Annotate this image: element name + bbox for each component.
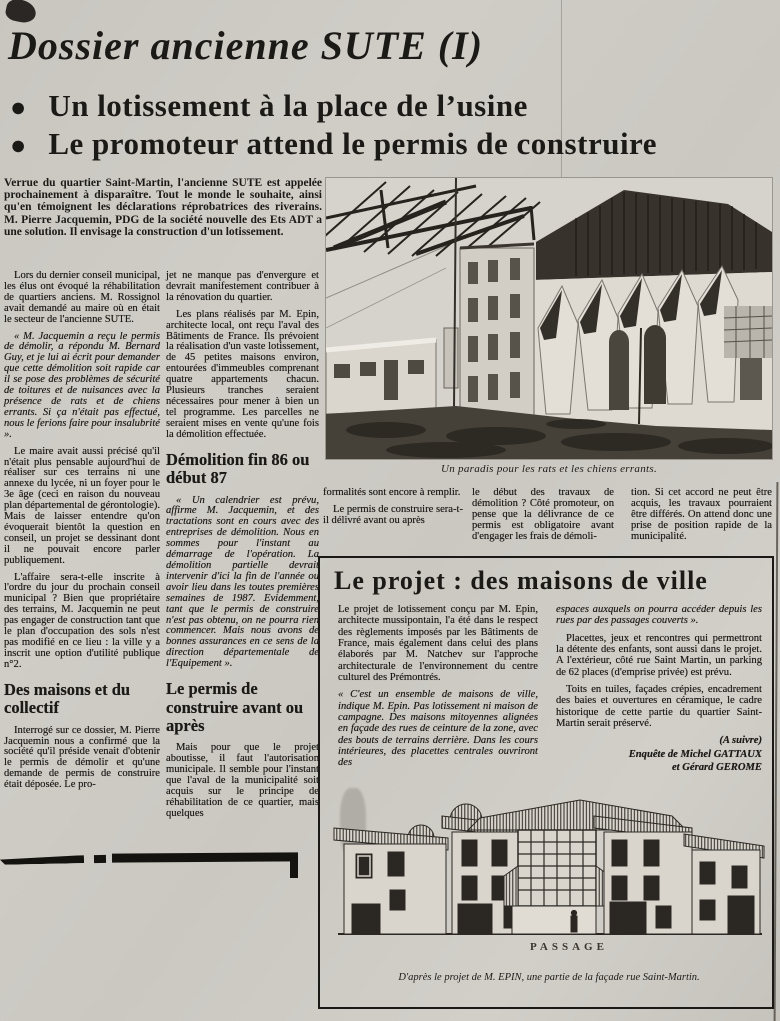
paragraph: Placettes, jeux et rencontres qui permettront la détente des enfants, sont aussi dans le projet. A l'extérieur, côté rue Saint Martin, un parking de 62 places (d'emprise privée) est prévu.: [556, 632, 762, 678]
paragraph: L'affaire sera-t-elle inscrite à l'ordre du jour du prochain conseil municipal ? Bien que propriétaire des terrains, M. Jacquemin ne peut pas engager de construction tant que le plan d'occupation des sols n'est pas modifié en ce lieu : la ville y a inscrit une option d'utilité publique n°2.: [4, 571, 160, 670]
paragraph: le début des travaux de démolition ? Côté promoteur, on pense que la délivrance de ce permis est obligatoire avant d'engager les frais de démoli-: [472, 487, 614, 543]
column-4: [472, 487, 614, 548]
photo-caption: Un paradis pour les rats et les chiens errants.: [440, 463, 658, 475]
passage-label: PASSAGE: [530, 941, 608, 953]
headline-2: [10, 126, 657, 162]
paragraph: jet ne manque pas d'envergure et devrait manifestement contribuer à la rénovation du quartier.: [166, 270, 319, 303]
column-end-rule: [290, 856, 298, 878]
paragraph: formalités sont encore à remplir.: [323, 487, 461, 498]
column-1: [4, 271, 160, 797]
paragraph: Mais pour que le projet aboutisse, il faut l'autorisation municipale. Il semble pour l'instant que l'aval de la municipalité soit acquis sur le principe de réhabilitation de ce quartier, mais quelques: [166, 742, 319, 819]
paragraph: tion. Si cet accord ne peut être acquis, les travaux pourraient être différés. On attend donc une prise de position rapide de la municipalité.: [631, 487, 772, 543]
to-be-continued: (A suivre): [719, 735, 762, 747]
paragraph: Toits en tuiles, façades crépies, encadrement des baies et ouvertures en céramique, le cadre historique de cette partie du quartier Saint-Martin serait préservé.: [556, 683, 762, 729]
column-end-rule: [94, 855, 106, 863]
quote-paragraph: « Un calendrier est prévu, affirme M. Jacquemin, et des tractations sont en cours avec des entreprises de démolition. Nous en sommes pour l'instant au démarrage de l'opération. La démolition partielle devrait intervenir d'ici la fin de l'année ou avoir lieu dans les toutes premières semaines de 1987. Evidemment, tant que le permis de construire n'est pas obtenu, on ne pourra rien commencer. Mais nous avons de bonnes assurances en ce sens de la direction départementale de l'Equipement ».: [166, 494, 319, 670]
byline-author-2: et Gérard GEROME: [671, 761, 762, 773]
paragraph: Les plans réalisés par M. Epin, architecte local, ont reçu l'aval des Bâtiments de France. Ils prévoient la réalisation d'un vaste lotissement, de 45 petites maisons environ, entourées d'immeubles comprenant quatre appartements chacun. Plusieurs tranches seraient nécessaires pour mener à bien un tel programme. Les parcelles ne seraient mises en vente qu'une fois la démolition effectuée.: [166, 308, 319, 440]
headline-1-text: Un lotissement à la place de l’usine: [48, 88, 528, 123]
column-end-rule: [0, 855, 84, 865]
project-box-left-column: [338, 604, 538, 775]
door-arch: [609, 330, 629, 410]
column-3: [323, 487, 463, 532]
headline-2-text: Le promoteur attend le permis de construire: [48, 126, 658, 161]
bullet-icon: ●: [10, 91, 27, 122]
paragraph: Interrogé sur ce dossier, M. Pierre Jacquemin nous a confirmé que la société qu'il préside venait d'obtenir le permis de démolir et qu'une demande de permis de construire était déposée. Le pro-: [4, 724, 160, 791]
bullet-icon: ●: [10, 129, 27, 160]
column-5: [631, 487, 772, 548]
factory-photo: [326, 178, 772, 459]
paragraph: Lors du dernier conseil municipal, les élus ont évoqué la réhabilitation de quartiers anciens. M. Rossignol avait demandé au maire où en était le secteur de l'ancienne SUTE.: [4, 270, 160, 325]
paragraph: Le maire avait aussi précisé qu'il n'était plus pensable aujourd'hui de réaliser sur ces terrains ni une annexe du lycée, ni un foyer pour le 3e âge (ceci en raison du nouveau plan départemental de gérontologie). Mais de laisser entendre qu'on évoquerait bientôt la question en conseil, un projet se dessinant dont il ne pouvait encore parler publiquement.: [4, 445, 160, 566]
quote-paragraph: « M. Jacquemin a reçu le permis de démolir, a répondu M. Bernard Guy, et je lui ai écrit pour demander que cette démolition soit rapide car il se pose des problèmes de sécurité de toitures et de nuisances avec la présence de rats et de chiens errants. Si ça n'était pas effectué, nous le ferions faire pour insalubrité ».: [4, 330, 160, 440]
project-box-right-column: [556, 604, 762, 773]
column-2: [166, 271, 319, 826]
subhead-des-maisons: Des maisons et du collectif: [4, 679, 131, 718]
facade-sketch: [332, 786, 766, 958]
subhead-permis: Le permis de construire avant ou après: [166, 679, 304, 735]
byline-author-1: Enquête de Michel GATTAUX: [628, 748, 762, 760]
sketch-caption: D'après le projet de M. EPIN, une partie de la façade rue Saint-Martin.: [398, 972, 700, 983]
quote-paragraph: « C'est un ensemble de maisons de ville, indique M. Epin. Pas lotissement ni maison de campagne. Des maisons mitoyennes alignées en façade des rues de ceinture de la zone, avec des bouts de terrains derrière. Dans les cours intérieures, des placettes centrales ouvriront des: [338, 689, 538, 769]
page-edge-line: [774, 482, 779, 1021]
factory-photo-illustration: [326, 178, 772, 459]
paragraph: Le projet de lotissement conçu par M. Epin, architecte mussipontain, l'a été dans le respect des règlements imposés par les Bâtiments de France, mais également dans celui des plans élaborés par M. Natchev sur l'approche architecturale de l'environnement du centre culturel des Prémontrés.: [338, 604, 538, 683]
article-kicker: Dossier ancienne SUTE (I): [8, 23, 484, 68]
column-end-rule: [112, 852, 298, 862]
headline-1: [10, 88, 528, 124]
paragraph: Le permis de construire sera-t-il délivré avant ou après: [323, 504, 464, 527]
subhead-demolition: Démolition fin 86 ou début 87: [166, 449, 310, 488]
project-box-title: Le projet : des maisons de ville: [334, 566, 708, 595]
quote-paragraph: espaces auxquels on pourra accéder depuis les rues par des passages couverts ».: [556, 604, 762, 627]
lead-paragraph: Verrue du quartier Saint-Martin, l'ancienne SUTE est appelée prochainement à disparaître. Tout le monde le souhaite, ainsi qu'en témoignent les déclarations réprobatrices des riverains. M. Pierre Jacquemin, PDG de la société nouvelle des Ets ADT a une solution. Il envisage la construction d'un lotissement.: [4, 177, 322, 238]
facade-sketch-illustration: [332, 786, 766, 958]
